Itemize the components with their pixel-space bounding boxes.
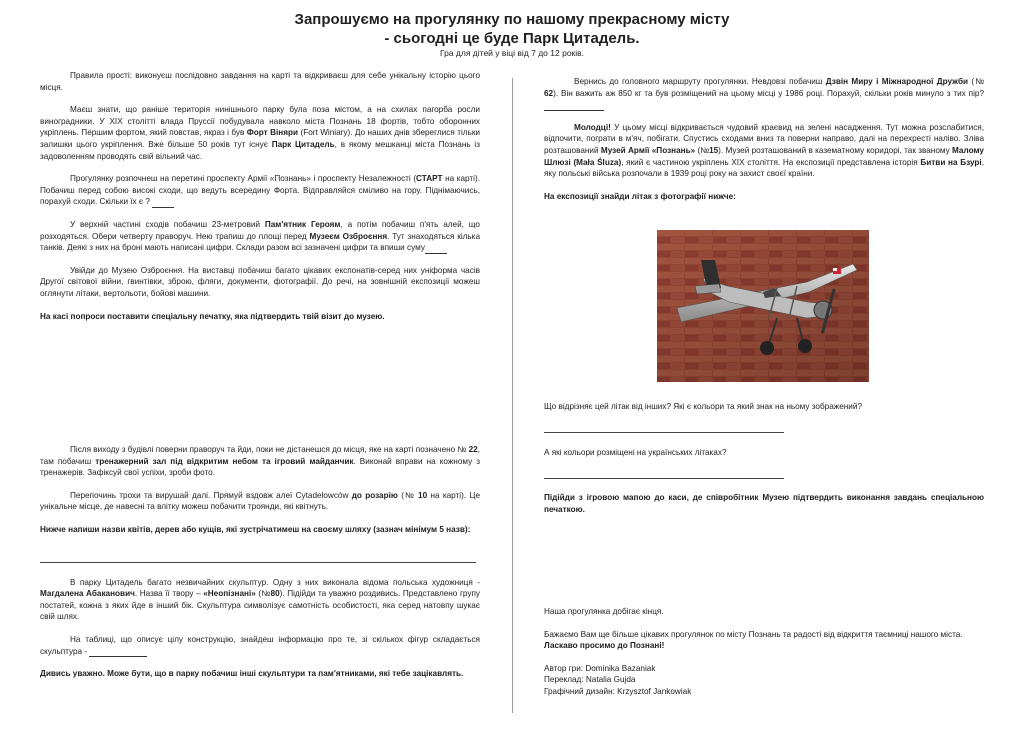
stairs-count-blank[interactable] xyxy=(152,207,174,208)
museum-paragraph: Увійди до Музею Озброєння. На виставці побачиш багато цікавих експонатів-серед них уніформа часів Другої світової війни, гвинтівки, зброю, фляги, документи, фотографії. До речі, на зовнішній експозиції можеш оглянути літаки, вертольоти, бойові машини. xyxy=(40,265,480,298)
tank-sum-blank[interactable] xyxy=(425,253,447,254)
airplane-image xyxy=(657,230,869,382)
rosarium-paragraph: Перепочинь трохи та вирушай далі. Прямуй вздовж алеї Cytadelowców до розарію (№ 10 на карті). Це унікальне місце, де навесні та влітку можеш побачити троянди, які квітнуть. xyxy=(40,490,480,512)
plants-task: Нижче напиши назви квітів, дерев або кущів, які зустрічатимеш на своєму шляху (зазнач мінімум 5 назв): xyxy=(40,525,471,535)
plants-answer-line[interactable] xyxy=(40,536,476,563)
end-line-3: Ласкаво просимо до Познані! xyxy=(544,641,665,651)
airplane-photo xyxy=(657,230,869,382)
credit-translation: Переклад: Natalia Gujda xyxy=(544,675,636,685)
plane-difference-answer-line[interactable] xyxy=(544,432,784,433)
credit-author: Автор гри: Dominika Bazaniak xyxy=(544,663,656,673)
plane-difference-question: Що відрізняє цей літак від інших? Які є кольори та який знак на ньому зображений? xyxy=(544,402,863,411)
history-paragraph: Маєш знати, що раніше територія нинішнього парку була поза містом, а на схилах пагорба росли виноградники. У XIX столітті влада Пруссії побудувала навколо міста Познань 18 фортів, тобто оборонних укріплень. Першим фортом, який повстав, якраз і був Форт Віняри (Fort Winiary). До наших днів збереглися тільки залишки цього укріплення. Вже більше 50 років тут існує Парк Цитадель, в якому мешканці міста Познань із задоволенням проводять свій вільний час. xyxy=(40,105,480,161)
rules-paragraph: Правила прості: виконуєш послідовно завдання на карті та відкриваєш для себе унікальну історію цього місця. xyxy=(40,71,480,92)
page-title xyxy=(0,10,1024,48)
monument-paragraph: У верхній частині сходів побачиш 23-метровий Пам'ятник Героям, а потім побачиш п'ять алей, що розходяться. Обери четверту праворуч. Нею трапиш до площі перед Музеєм Озброєння. Тут знаходяться кілька танків. Деякі з них на броні мають написані цифри. Склади разом всі зазначені цифри та впиши суму xyxy=(40,219,480,253)
sculpture-paragraph: В парку Цитадель багато незвичайних скульптур. Одну з них виконала відома польська художниця - Магдалена Абаканович. Назва її твору – «Неопізнані» (№80). Підійди та уважно роздивись. Представлено групу постатей, кожна з яких йде в інший бік. Скульптура символізує самотність особистості, яка серед натовпу шукає свій шлях. xyxy=(40,577,481,622)
credit-design: Графічний дизайн: Krzysztof Jankowiak xyxy=(544,686,692,696)
right-column xyxy=(544,76,984,202)
gym-paragraph: Після виходу з будівлі поверни праворуч та йди, поки не дістанешся до місця, яке на карті позначено № 22, там побачиш тренажерний зал під відкритим небом та ігровий майданчик. Виконай вправи на кожному з тренажерів. Зафіксуй свої успіхи, зроби фото. xyxy=(40,445,480,478)
ukraine-colors-answer-line[interactable] xyxy=(544,478,784,479)
closing-block xyxy=(544,606,984,698)
figures-paragraph: На таблиці, що описує цілу конструкцію, знайдеш інформацію про те, зі скількох фігур складається скульптура - xyxy=(40,635,480,656)
cashier-instruction: Підійди з ігровою мапою до каси, де співробітник Музею підтвердить виконання завдань спеціальною печаткою. xyxy=(544,493,984,514)
title-line-2: - сьогодні це буде Парк Цитадель. xyxy=(384,30,640,47)
figures-count-blank[interactable] xyxy=(89,656,147,657)
end-line-2: Бажаємо Вам ще більше цікавих прогулянок по місту Познань та радості від відкриття таємниці нашого міста. xyxy=(544,629,963,639)
column-divider xyxy=(512,78,513,713)
look-carefully-note: Дивись уважно. Може бути, що в парку побачиш інші скульптури та пам'ятниками, які тебе зацікавлять. xyxy=(40,669,464,679)
find-plane-task: На експозиції знайди літак з фотографії нижче: xyxy=(544,191,736,201)
ukraine-colors-question: А які кольори розміщені на українських літаках? xyxy=(544,448,727,457)
army-museum-paragraph: Молодці! У цьому місці відкривається чудовий краєвид на зелені насадження. Тут можна розслабитися, відпочити, пограти в м'яч, побігати. Спустись сходами вниз та поверни направо, далі на перехресті наліво. Зліва розташований Музей Армії «Познань» (№15). Музей розташований в казематному коридорі, так званому Малому Шлюзі (Mała Śluza), який є частиною укріплень XIX століття. На експозиції представлена історія Битви на Бзурі, яку польські війська розпочали в 1939 році року на захист своєї країни. xyxy=(544,122,984,179)
left-column xyxy=(40,70,480,680)
years-blank[interactable] xyxy=(544,110,604,111)
bell-paragraph: Вернись до головного маршруту прогулянки. Невдовзі побачиш Дзвін Миру і Міжнародної Дружби (№ 62). Він важить аж 850 кг та був розміщений на цьому місці у 1986 році. Порахуй, скільки років минуло з тих пір? xyxy=(544,76,984,111)
stamp-instruction: На касі попроси поставити спеціальну печатку, яка підтвердить твій візит до музею. xyxy=(40,311,385,321)
age-subtitle: Гра для дітей у віці від 7 до 12 років. xyxy=(439,48,585,58)
start-paragraph: Прогулянку розпочнеш на перетині проспекту Армії «Познань» і проспекту Незалежності (СТАРТ на карті). Побачиш перед собою високі сходи, що ведуть всередину Форта. Відправляйся сміливо на гору. Піднімаючись, порахуй сходи. Скільки їх є ? xyxy=(40,174,480,207)
title-line-1: Запрошуємо на прогулянку по нашому прекрасному місту xyxy=(294,11,730,28)
end-line-1: Наша прогулянка добігає кінця. xyxy=(544,607,664,616)
